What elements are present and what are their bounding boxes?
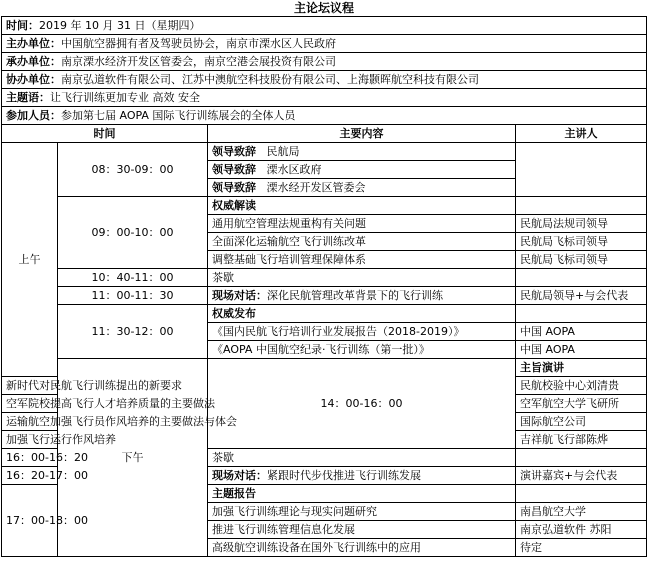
agenda-item: 通用航空管理法规重构有关问题 xyxy=(208,215,516,233)
slot-time: 08：30-09：00 xyxy=(58,143,208,197)
info-host: 主办单位：中国航空器拥有者及驾驶员协会，南京市溧水区人民政府 xyxy=(2,35,647,53)
speaker-cell: 民航局飞标司领导 xyxy=(516,233,647,251)
slot-time: 14：00-16：00 xyxy=(208,359,516,449)
slot-time: 17：00-18：00 xyxy=(2,485,58,557)
speaker-cell xyxy=(516,143,647,197)
speaker-cell: 民航局法规司领导 xyxy=(516,215,647,233)
period-am: 上午 xyxy=(2,143,58,377)
speaker-cell: 南京弘道软件 苏阳 xyxy=(516,521,647,539)
slot-time: 11：00-11：30 xyxy=(58,287,208,305)
info-co-organizer: 协办单位：南京弘道软件有限公司、江苏中澳航空科技股份有限公司、上海颢晖航空科技有限公司 xyxy=(2,71,647,89)
speaker-cell: 待定 xyxy=(516,539,647,557)
slot-time: 11：30-12：00 xyxy=(58,305,208,359)
agenda-item: 新时代对民航飞行训练提出的新要求 xyxy=(2,377,58,395)
speaker-cell xyxy=(516,485,647,503)
agenda-item: 加强飞行运行作风培养 xyxy=(2,431,58,449)
header-content: 主要内容 xyxy=(208,125,516,143)
agenda-item: 运输航空加强飞行员作风培养的主要做法与体会 xyxy=(2,413,58,431)
section-heading: 权威解读 xyxy=(208,197,516,215)
info-organizer: 承办单位：南京溧水经济开发区管委会，南京空港会展投资有限公司 xyxy=(2,53,647,71)
agenda-item: 领导致辞 溧水区政府 xyxy=(208,161,516,179)
section-heading: 主旨演讲 xyxy=(516,359,647,377)
info-participants: 参加人员：参加第七届 AOPA 国际飞行训练展会的全体人员 xyxy=(2,107,647,125)
speaker-cell: 中国 AOPA xyxy=(516,341,647,359)
agenda-item: 《AOPA 中国航空纪录·飞行训练（第一批）》 xyxy=(208,341,516,359)
speaker-cell xyxy=(516,197,647,215)
speaker-cell: 南昌航空大学 xyxy=(516,503,647,521)
speaker-cell xyxy=(516,305,647,323)
page-title: 主论坛议程 xyxy=(294,1,355,15)
speaker-cell xyxy=(516,449,647,467)
section-heading: 主题报告 xyxy=(208,485,516,503)
slot-time: 16：00-16：20 xyxy=(2,449,58,467)
speaker-cell: 民航校验中心刘清贵 xyxy=(516,377,647,395)
info-time: 时间：2019 年 10 月 31 日（星期四） xyxy=(2,17,647,35)
agenda-item: 推进飞行训练管理信息化发展 xyxy=(208,521,516,539)
speaker-cell: 国际航空公司 xyxy=(516,413,647,431)
speaker-cell: 吉祥航飞行部陈烨 xyxy=(516,431,647,449)
speaker-cell xyxy=(516,269,647,287)
agenda-item: 全面深化运输航空飞行训练改革 xyxy=(208,233,516,251)
agenda-item: 现场对话：紧跟时代步伐推进飞行训练发展 xyxy=(208,467,516,485)
slot-time: 16：20-17：00 xyxy=(2,467,58,485)
speaker-cell: 演讲嘉宾+与会代表 xyxy=(516,467,647,485)
section-heading: 权威发布 xyxy=(208,305,516,323)
info-theme: 主题语：让飞行训练更加专业 高效 安全 xyxy=(2,89,647,107)
speaker-cell: 空军航空大学飞研所 xyxy=(516,395,647,413)
agenda-item: 空军院校提高飞行人才培养质量的主要做法 xyxy=(2,395,58,413)
speaker-cell: 民航局飞标司领导 xyxy=(516,251,647,269)
agenda-item: 高级航空训练设备在国外飞行训练中的应用 xyxy=(208,539,516,557)
speaker-cell: 民航局领导+与会代表 xyxy=(516,287,647,305)
agenda-item: 领导致辞 溧水经开发区管委会 xyxy=(208,179,516,197)
agenda-item: 茶歇 xyxy=(208,449,516,467)
agenda-item: 现场对话：深化民航管理改革背景下的飞行训练 xyxy=(208,287,516,305)
agenda-item: 加强飞行训练理论与现实问题研究 xyxy=(208,503,516,521)
slot-time: 09：00-10：00 xyxy=(58,197,208,269)
slot-time: 10：40-11：00 xyxy=(58,269,208,287)
agenda-item: 领导致辞 民航局 xyxy=(208,143,516,161)
agenda-table xyxy=(1,0,647,557)
period-pm: 下午 xyxy=(58,359,208,557)
agenda-item: 茶歇 xyxy=(208,269,516,287)
header-speaker: 主讲人 xyxy=(516,125,647,143)
agenda-item: 《国内民航飞行培训行业发展报告（2018-2019）》 xyxy=(208,323,516,341)
header-time: 时间 xyxy=(2,125,208,143)
speaker-cell: 中国 AOPA xyxy=(516,323,647,341)
agenda-item: 调整基础飞行培训管理保障体系 xyxy=(208,251,516,269)
